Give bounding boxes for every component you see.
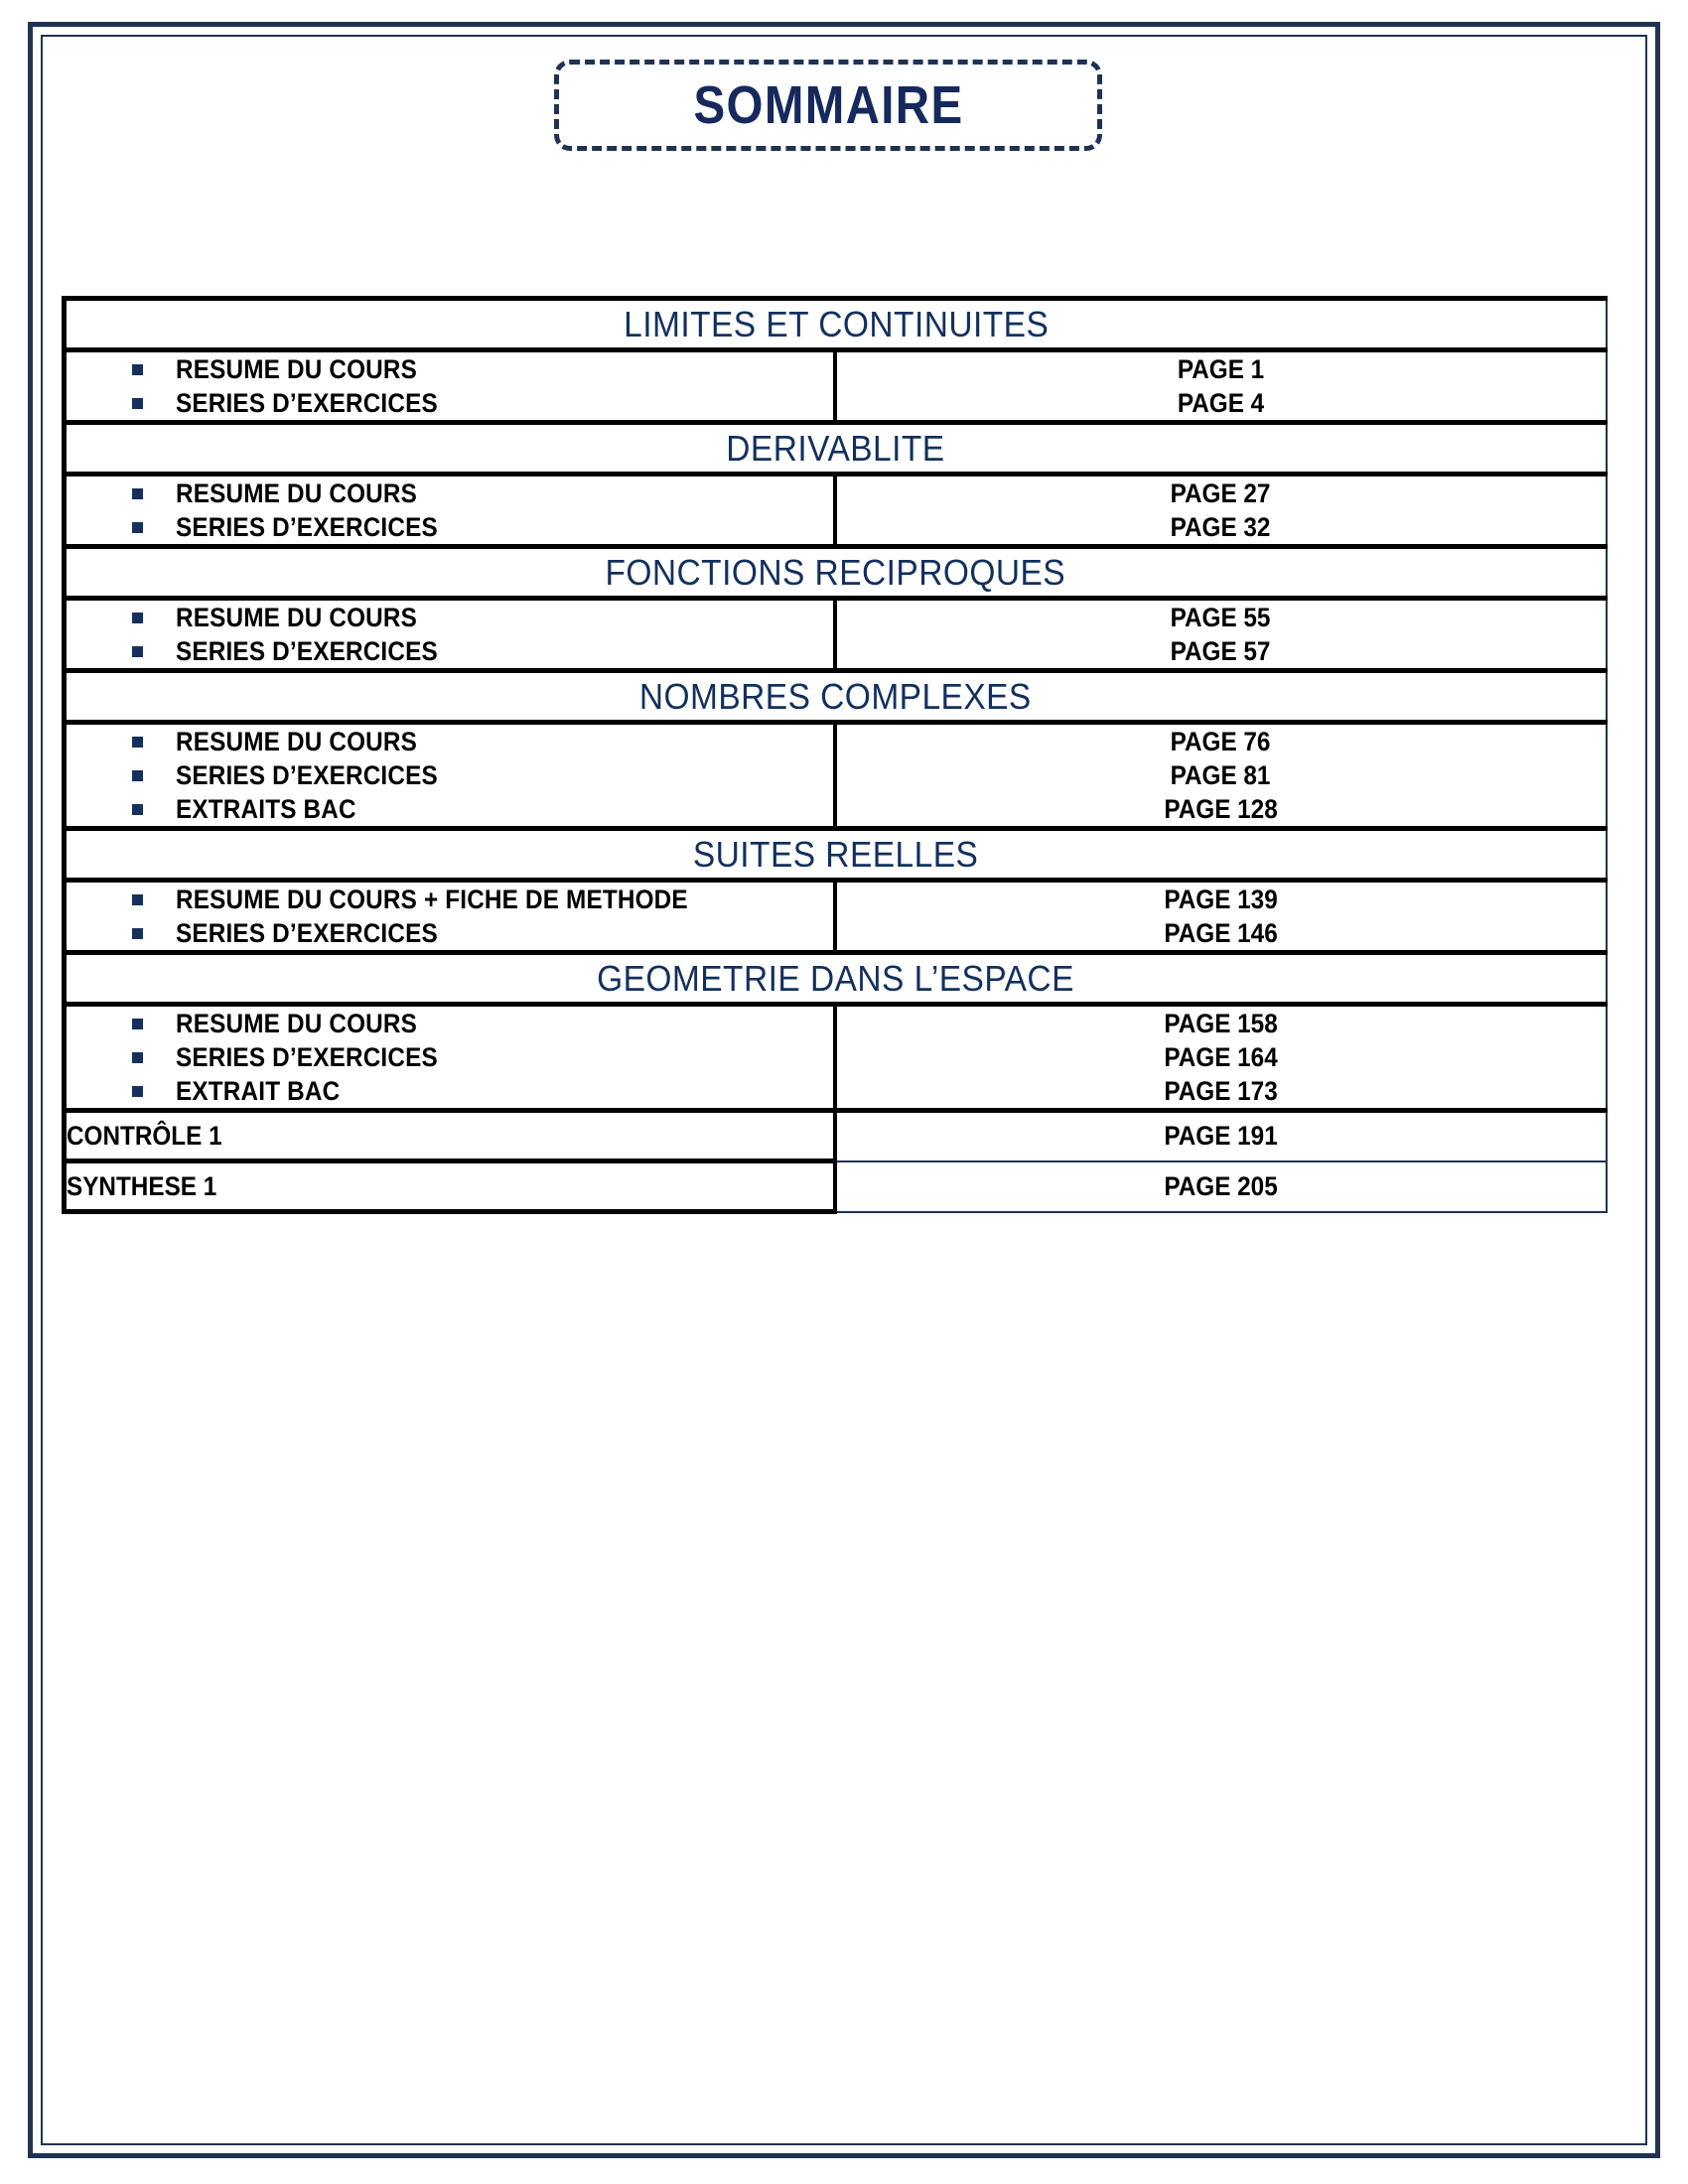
- section-header-cell: [65, 829, 1607, 881]
- entry-list: [67, 477, 833, 544]
- entry-labels-cell: [65, 723, 835, 829]
- table-row: [65, 599, 1607, 671]
- section-title: DERIVABLITE: [726, 427, 945, 469]
- section-header-cell: [65, 671, 1607, 723]
- plain-entry-label: SYNTHESE 1: [67, 1170, 217, 1201]
- entry-page-number: PAGE 57: [1171, 635, 1271, 666]
- square-bullet-icon: [132, 1052, 143, 1063]
- entry-labels-cell: [65, 475, 835, 547]
- list-item[interactable]: [67, 601, 833, 634]
- page-list-item[interactable]: [837, 386, 1606, 420]
- entry-list: [67, 601, 833, 668]
- entry-pages-cell: [835, 599, 1607, 671]
- page-list-item[interactable]: [837, 725, 1606, 758]
- section-title: GEOMETRIE DANS L’ESPACE: [597, 957, 1075, 999]
- section-header-row: [65, 423, 1607, 475]
- entry-label: RESUME DU COURS: [176, 726, 418, 756]
- page-list-item[interactable]: [837, 477, 1606, 510]
- plain-entry-label-cell: [65, 1161, 835, 1212]
- entry-pages-cell: [835, 475, 1607, 547]
- page-list-item[interactable]: [837, 1040, 1606, 1074]
- entry-list: [67, 1007, 833, 1108]
- table-row[interactable]: [65, 1161, 1607, 1212]
- entry-page-number: PAGE 139: [1164, 884, 1278, 914]
- page-list: [837, 1007, 1606, 1108]
- section-header-row: [65, 299, 1607, 350]
- page-list-item[interactable]: [837, 510, 1606, 544]
- page-list-item[interactable]: [837, 634, 1606, 668]
- toc-body: [65, 299, 1607, 1212]
- square-bullet-icon: [132, 488, 143, 499]
- plain-entry-page-number: PAGE 191: [1164, 1121, 1278, 1152]
- plain-entry-label: CONTRÔLE 1: [67, 1120, 222, 1151]
- entry-page-number: PAGE 81: [1171, 759, 1271, 790]
- square-bullet-icon: [132, 1086, 143, 1097]
- list-item[interactable]: [67, 792, 833, 826]
- page-list-item[interactable]: [837, 1074, 1606, 1108]
- section-header-cell: [65, 423, 1607, 475]
- entry-label: SERIES D’EXERCICES: [176, 1041, 438, 1072]
- list-item[interactable]: [67, 758, 833, 792]
- page-list-item[interactable]: [837, 758, 1606, 792]
- page-list: [837, 883, 1606, 950]
- entry-label: RESUME DU COURS: [176, 602, 418, 632]
- square-bullet-icon: [132, 613, 143, 623]
- entry-label: SERIES D’EXERCICES: [176, 917, 438, 948]
- square-bullet-icon: [132, 398, 143, 409]
- list-item[interactable]: [67, 883, 833, 916]
- entry-pages-cell: [835, 1005, 1607, 1111]
- section-title: FONCTIONS RECIPROQUES: [605, 551, 1066, 593]
- page-list: [837, 352, 1606, 420]
- entry-label: RESUME DU COURS: [176, 478, 418, 508]
- list-item[interactable]: [67, 1007, 833, 1040]
- plain-entry-page-cell: [835, 1161, 1607, 1212]
- entry-list: [67, 725, 833, 826]
- square-bullet-icon: [132, 804, 143, 815]
- page-list-item[interactable]: [837, 352, 1606, 386]
- entry-page-number: PAGE 1: [1177, 353, 1265, 384]
- entry-pages-cell: [835, 881, 1607, 953]
- table-row: [65, 881, 1607, 953]
- entry-label: SERIES D’EXERCICES: [176, 759, 438, 790]
- section-header-cell: [65, 953, 1607, 1005]
- page-list: [837, 601, 1606, 668]
- entry-label: RESUME DU COURS: [176, 1008, 418, 1038]
- entry-labels-cell: [65, 881, 835, 953]
- section-title: SUITES REELLES: [693, 833, 979, 875]
- section-header-cell: [65, 299, 1607, 350]
- entry-label: SERIES D’EXERCICES: [176, 511, 438, 542]
- square-bullet-icon: [132, 770, 143, 781]
- page-list-item[interactable]: [837, 916, 1606, 950]
- table-row: [65, 723, 1607, 829]
- list-item[interactable]: [67, 1040, 833, 1074]
- entry-page-number: PAGE 128: [1164, 793, 1278, 824]
- entry-page-number: PAGE 173: [1164, 1075, 1278, 1106]
- table-row: [65, 350, 1607, 423]
- page-title-box: [554, 60, 1102, 151]
- section-title: LIMITES ET CONTINUITES: [623, 303, 1049, 344]
- entry-page-number: PAGE 32: [1171, 511, 1271, 542]
- entry-pages-cell: [835, 723, 1607, 829]
- list-item[interactable]: [67, 510, 833, 544]
- entry-label: SERIES D’EXERCICES: [176, 387, 438, 418]
- entry-label: EXTRAITS BAC: [176, 793, 356, 824]
- section-header-row: [65, 829, 1607, 881]
- section-header-row: [65, 953, 1607, 1005]
- plain-entry-page-number: PAGE 205: [1164, 1170, 1278, 1201]
- square-bullet-icon: [132, 522, 143, 533]
- entry-page-number: PAGE 146: [1164, 917, 1278, 948]
- list-item[interactable]: [67, 916, 833, 950]
- section-title: NOMBRES COMPLEXES: [639, 675, 1033, 717]
- page-list: [837, 725, 1606, 826]
- entry-page-number: PAGE 76: [1171, 726, 1271, 756]
- list-item[interactable]: [67, 352, 833, 386]
- entry-list: [67, 883, 833, 950]
- entry-labels-cell: [65, 599, 835, 671]
- square-bullet-icon: [132, 364, 143, 375]
- entry-labels-cell: [65, 350, 835, 423]
- entry-list: [67, 352, 833, 420]
- page-list-item[interactable]: [837, 792, 1606, 826]
- page-title: SOMMAIRE: [693, 75, 963, 135]
- entry-page-number: PAGE 27: [1171, 478, 1271, 508]
- page-list: [837, 477, 1606, 544]
- square-bullet-icon: [132, 928, 143, 939]
- entry-pages-cell: [835, 350, 1607, 423]
- entry-label: RESUME DU COURS: [176, 353, 418, 384]
- entry-page-number: PAGE 158: [1164, 1008, 1278, 1038]
- section-header-row: [65, 671, 1607, 723]
- page-list-item[interactable]: [837, 883, 1606, 916]
- list-item[interactable]: [67, 1074, 833, 1108]
- list-item[interactable]: [67, 634, 833, 668]
- list-item[interactable]: [67, 477, 833, 510]
- square-bullet-icon: [132, 1019, 143, 1029]
- page-list-item[interactable]: [837, 1007, 1606, 1040]
- table-row: [65, 1005, 1607, 1111]
- entry-page-number: PAGE 55: [1171, 602, 1271, 632]
- entry-page-number: PAGE 4: [1177, 387, 1265, 418]
- square-bullet-icon: [132, 737, 143, 748]
- entry-label: EXTRAIT BAC: [176, 1075, 341, 1106]
- table-row[interactable]: [65, 1111, 1607, 1161]
- entry-label: RESUME DU COURS + FICHE DE METHODE: [176, 884, 688, 914]
- entry-page-number: PAGE 164: [1164, 1041, 1278, 1072]
- square-bullet-icon: [132, 646, 143, 657]
- list-item[interactable]: [67, 386, 833, 420]
- entry-label: SERIES D’EXERCICES: [176, 635, 438, 666]
- square-bullet-icon: [132, 894, 143, 905]
- page-list-item[interactable]: [837, 601, 1606, 634]
- table-row: [65, 475, 1607, 547]
- section-header-cell: [65, 547, 1607, 599]
- plain-entry-page-cell: [835, 1111, 1607, 1161]
- list-item[interactable]: [67, 725, 833, 758]
- plain-entry-label-cell: [65, 1111, 835, 1161]
- entry-labels-cell: [65, 1005, 835, 1111]
- table-of-contents: [62, 296, 1608, 1214]
- section-header-row: [65, 547, 1607, 599]
